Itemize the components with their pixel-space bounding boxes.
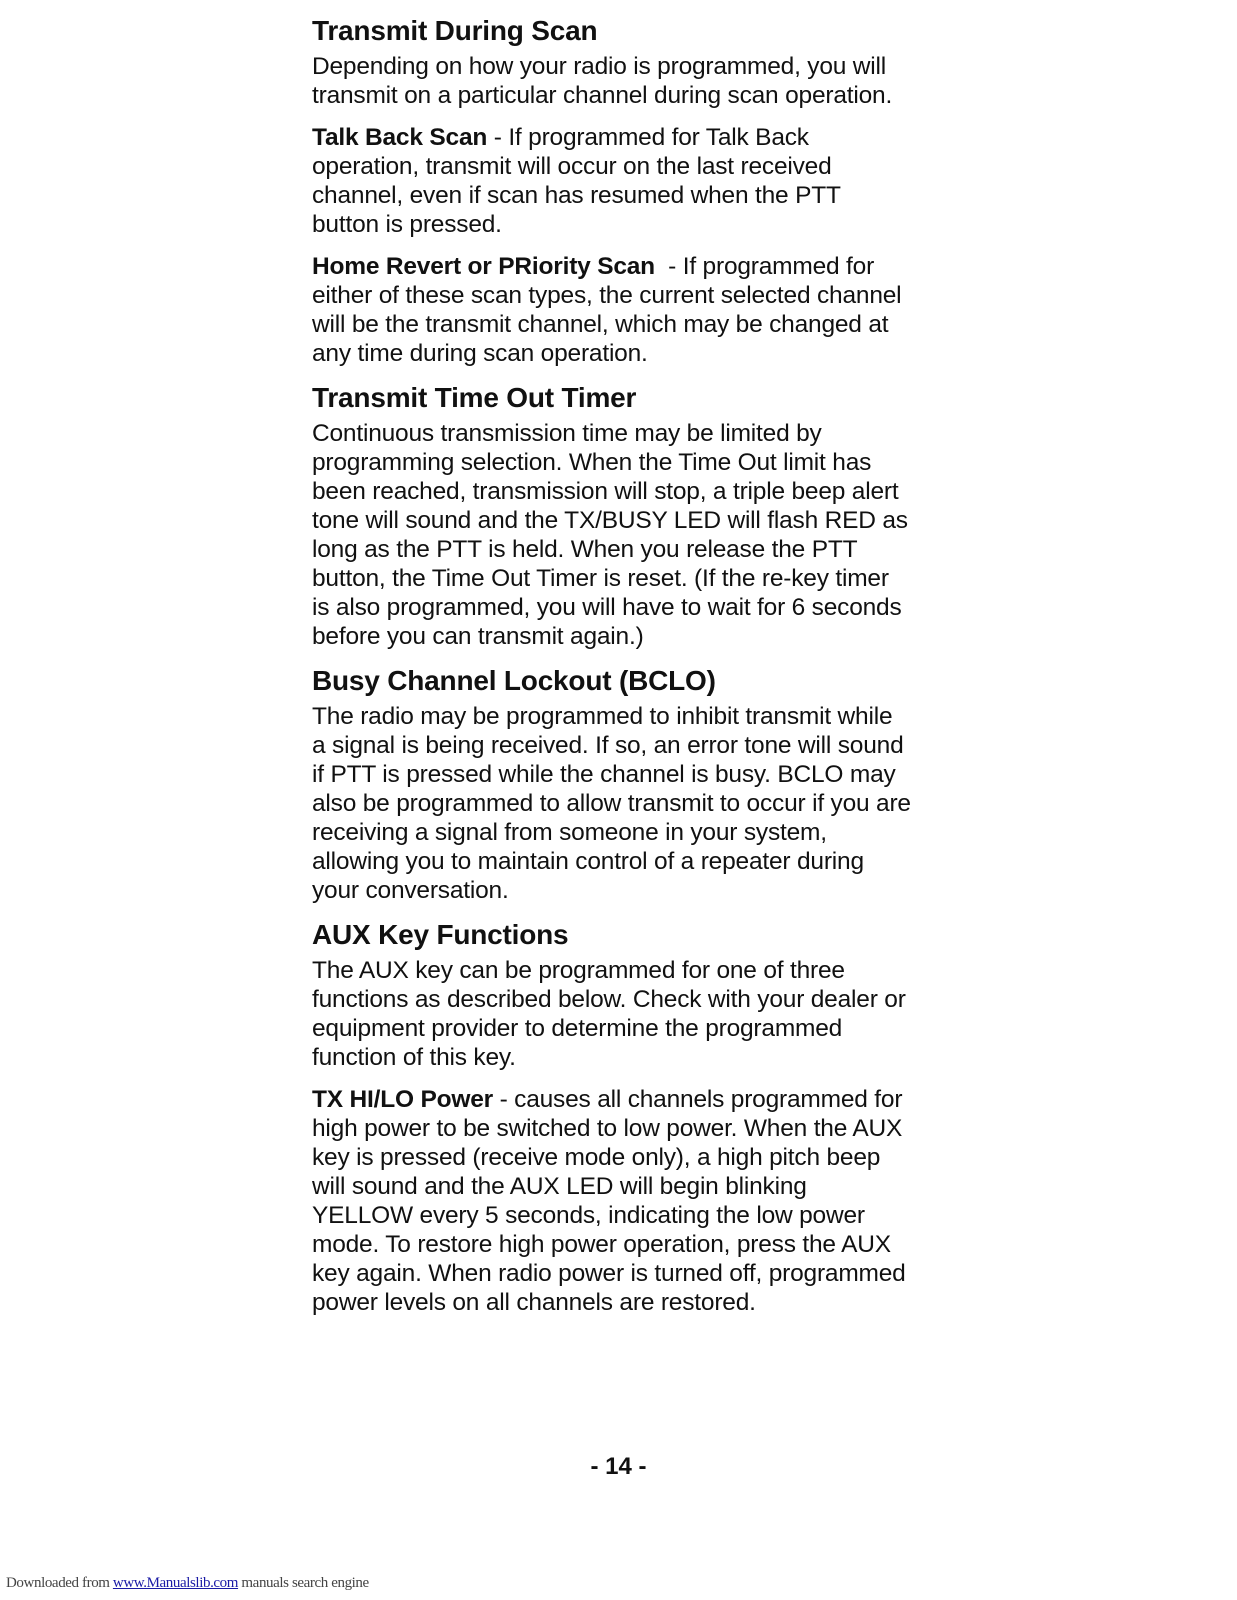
paragraph-lead: Home Revert or PRiority Scan xyxy=(312,253,655,280)
manualslib-link[interactable]: www.Manualslib.com xyxy=(112,1575,239,1591)
paragraph-text: Continuous transmission time may be limited by programming selection. When the Time Out limit has been reached, transmission will stop, a triple beep alert tone will sound and the TX/BUSY LED will flash RED as long as the PTT is held. When you release the PTT button, the Time Out Timer is reset. (If the re-key timer is also programmed, you will have to wait for 6 seconds before you can transmit again.) xyxy=(312,420,908,650)
page-number: - 14 - xyxy=(590,1453,647,1480)
paragraph-text: The radio may be programmed to inhibit transmit while a signal is being received. If so, an error tone will sound if PTT is pressed while the channel is busy. BCLO may also be programmed to allow transmit to occur if you are receiving a signal from someone in your system, allowing you to maintain control of a repeater during your conversation. xyxy=(312,703,911,904)
footer-suffix: manuals search engine xyxy=(238,1575,369,1591)
section-paragraph xyxy=(312,1085,912,1317)
section-aux-key-functions xyxy=(312,918,912,1317)
section-transmit-time-out-timer xyxy=(312,381,912,651)
section-heading: Transmit During Scan xyxy=(312,15,598,46)
section-paragraph xyxy=(312,702,912,905)
paragraph-text: - If programmed for either of these scan types, the current selected channel will be the transmit channel, which may be changed at any time during scan operation. xyxy=(312,253,909,367)
footer-prefix: Downloaded from xyxy=(6,1575,113,1591)
section-paragraph xyxy=(312,52,912,110)
section-paragraph xyxy=(312,123,912,239)
section-paragraph xyxy=(312,419,912,651)
paragraph-text: The AUX key can be programmed for one of three functions as described below. Check with your dealer or equipment provider to determine the programmed function of this key. xyxy=(312,957,906,1071)
manual-page-content xyxy=(312,14,912,1330)
section-heading: Transmit Time Out Timer xyxy=(312,382,637,413)
section-busy-channel-lockout xyxy=(312,664,912,905)
section-paragraph xyxy=(312,956,912,1072)
paragraph-lead: TX HI/LO Power xyxy=(312,1086,493,1113)
download-footer xyxy=(6,1574,369,1592)
section-heading: Busy Channel Lockout (BCLO) xyxy=(312,665,716,696)
paragraph-text: Depending on how your radio is programmed, you will transmit on a particular channel during scan operation. xyxy=(312,53,893,109)
section-transmit-during-scan xyxy=(312,14,912,368)
section-heading: AUX Key Functions xyxy=(312,919,569,950)
paragraph-text: - If programmed for Talk Back operation, transmit will occur on the last received channel, even if scan has resumed when the PTT button is pressed. xyxy=(312,124,841,238)
section-paragraph xyxy=(312,252,912,368)
paragraph-text: - causes all channels programmed for high power to be switched to low power. When the AUX key is pressed (receive mode only), a high pitch beep will sound and the AUX LED will begin blinking YELLOW every 5 seconds, indicating the low power mode. To restore high power operation, press the AUX key again. When radio power is turned off, programmed power levels on all channels are restored. xyxy=(312,1086,906,1316)
paragraph-lead: Talk Back Scan xyxy=(312,124,488,151)
